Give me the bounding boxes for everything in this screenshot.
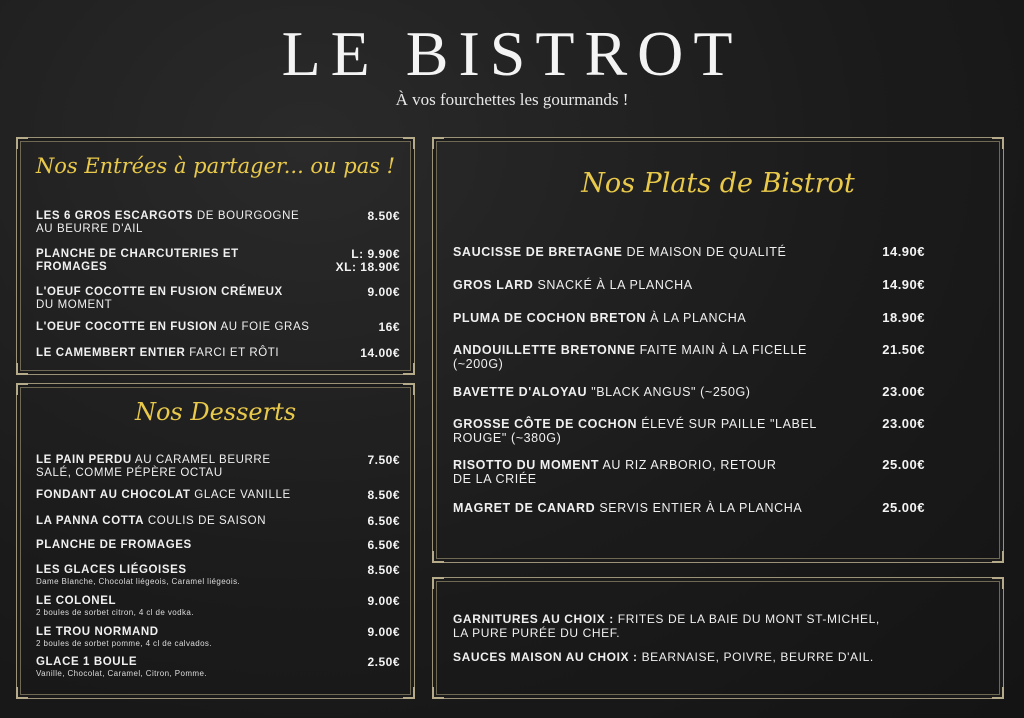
price: L: 9.90€ XL: 18.90€ <box>335 247 400 274</box>
price: 6.50€ <box>367 514 400 528</box>
entrees-panel <box>16 137 415 375</box>
price: 23.00€ <box>882 416 925 431</box>
menu-item: LES 6 GROS ESCARGOTS DE BOURGOGNE AU BEURRE D'AIL <box>36 210 300 235</box>
menu-item: BAVETTE D'ALOYAU "BLACK ANGUS" (~250G) <box>453 385 751 399</box>
menu-item: L'OEUF COCOTTE EN FUSION CRÉMEUX DU MOMENT <box>36 286 283 311</box>
price: 9.00€ <box>367 625 400 639</box>
entrees-title: Nos Entrées à partager... ou pas ! <box>35 154 396 178</box>
restaurant-title: LE BISTROT <box>281 18 743 89</box>
menu-item: RISOTTO DU MOMENT AU RIZ ARBORIO, RETOUR DE LA CRIÉE <box>453 458 777 486</box>
price: 6.50€ <box>367 538 400 552</box>
menu-item: GROSSE CÔTE DE COCHON ÉLEVÉ SUR PAILLE "LABEL ROUGE" (~380G) <box>453 417 817 445</box>
sauces-text: SAUCES MAISON AU CHOIX : BEARNAISE, POIVRE, BEURRE D'AIL. <box>453 650 874 664</box>
price: 25.00€ <box>882 500 925 515</box>
item-note: 2 boules de sorbet pomme, 4 cl de calvados. <box>36 639 212 648</box>
menu-item: PLANCHE DE FROMAGES <box>36 539 192 551</box>
menu-item: LA PANNA COTTA COULIS DE SAISON <box>36 515 267 527</box>
menu-item: L'OEUF COCOTTE EN FUSION AU FOIE GRAS <box>36 321 310 333</box>
desserts-title: Nos Desserts <box>134 398 297 426</box>
menu-item: LE CAMEMBERT ENTIER FARCI ET RÔTI <box>36 347 280 359</box>
plats-panel <box>432 137 1004 563</box>
plats-title: Nos Plats de Bistrot <box>581 168 855 199</box>
price: 21.50€ <box>882 342 925 357</box>
price: 23.00€ <box>882 384 925 399</box>
menu-item: GROS LARD SNACKÉ À LA PLANCHA <box>453 278 693 292</box>
item-note: Dame Blanche, Chocolat liégeois, Caramel liégeois. <box>36 577 241 586</box>
menu-item: PLUMA DE COCHON BRETON À LA PLANCHA <box>453 311 747 325</box>
price: 8.50€ <box>367 488 400 502</box>
menu-item: SAUCISSE DE BRETAGNE DE MAISON DE QUALITÉ <box>453 245 787 259</box>
restaurant-subtitle: À vos fourchettes les gourmands ! <box>395 90 629 109</box>
menu-item: FONDANT AU CHOCOLAT GLACE VANILLE <box>36 489 291 501</box>
garnitures-text: GARNITURES AU CHOIX : FRITES DE LA BAIE DU MONT ST-MICHEL, LA PURE PURÉE DU CHEF. <box>453 612 880 640</box>
price: 18.90€ <box>882 310 925 325</box>
price: 25.00€ <box>882 457 925 472</box>
menu-item: LES GLACES LIÉGOISES <box>36 564 187 576</box>
menu-item: ANDOUILLETTE BRETONNE FAITE MAIN À LA FICELLE (~200G) <box>453 343 807 371</box>
price: 2.50€ <box>367 655 400 669</box>
menu-item: PLANCHE DE CHARCUTERIES ET FROMAGES <box>36 248 239 273</box>
item-note: 2 boules de sorbet citron, 4 cl de vodka. <box>36 608 194 617</box>
price: 14.90€ <box>882 277 925 292</box>
price: 16€ <box>378 320 400 334</box>
price: 14.00€ <box>360 346 400 360</box>
price: 8.50€ <box>367 209 400 223</box>
price: 9.00€ <box>367 594 400 608</box>
desserts-panel <box>16 383 415 699</box>
price: 14.90€ <box>882 244 925 259</box>
menu-item: MAGRET DE CANARD SERVIS ENTIER À LA PLANCHA <box>453 501 803 515</box>
price: 8.50€ <box>367 563 400 577</box>
extras-panel <box>432 577 1004 699</box>
price: 7.50€ <box>367 453 400 467</box>
menu-item: LE TROU NORMAND <box>36 626 159 638</box>
item-note: Vanille, Chocolat, Caramel, Citron, Pomme. <box>36 669 207 678</box>
price: 9.00€ <box>367 285 400 299</box>
menu-item: LE COLONEL <box>36 595 117 607</box>
menu-item: LE PAIN PERDU AU CARAMEL BEURRE SALÉ, COMME PÉPÈRE OCTAU <box>36 454 271 479</box>
menu-item: GLACE 1 BOULE <box>36 656 138 668</box>
